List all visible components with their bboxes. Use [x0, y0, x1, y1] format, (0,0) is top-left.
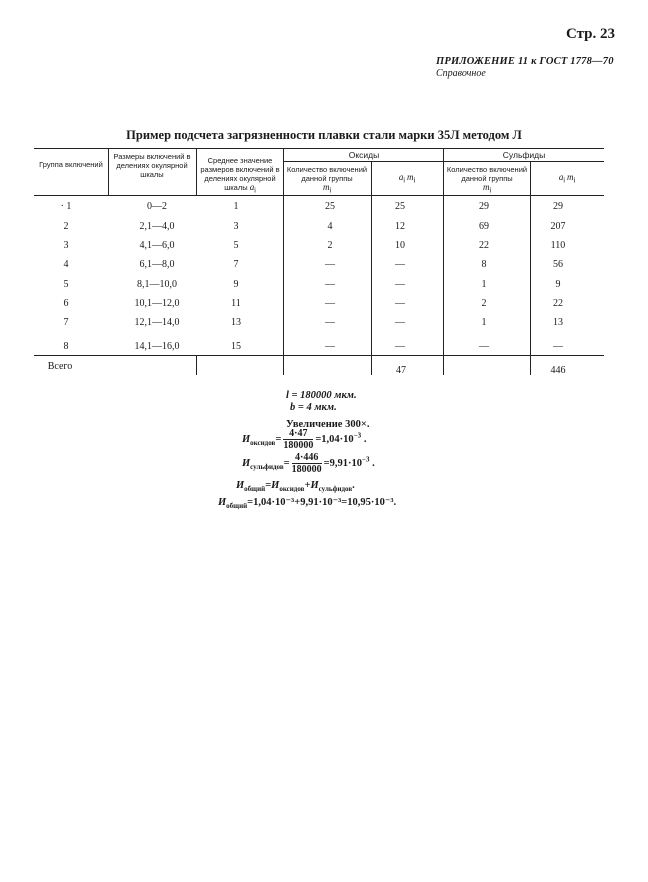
header-su-count: Количество включений данной группы $m_i$	[446, 165, 528, 195]
header-oxides: Оксиды	[348, 150, 380, 160]
cell-range: 2,1—4,0	[139, 221, 175, 232]
cell-group: 7	[63, 317, 69, 328]
cell-range: 12,1—14,0	[134, 317, 180, 328]
cell-group: 4	[63, 259, 69, 270]
cell-su-count: 69	[479, 221, 489, 232]
cell-su-prod: 110	[550, 240, 566, 251]
cell-ox-prod: 25	[395, 201, 405, 212]
cell-mean: 5	[233, 240, 239, 251]
header-ox-count: Количество включений данной группы $m_i$	[286, 165, 368, 195]
cell-range: 6,1—8,0	[139, 259, 175, 270]
cell-su-count: 1	[481, 317, 487, 328]
cell-ox-prod: —	[395, 259, 405, 270]
header-mean-size: Среднее значение размеров включений в делениях окулярной шкалы $a_i$	[200, 156, 280, 195]
cell-mean: 11	[231, 298, 241, 309]
cell-su-prod: 13	[553, 317, 563, 328]
cell-su-prod: 207	[550, 221, 566, 232]
cell-group: 2	[63, 221, 69, 232]
reference-note: Справочное	[436, 68, 486, 79]
cell-mean: 9	[233, 279, 239, 290]
cell-ox-prod: 12	[395, 221, 405, 232]
table-title: Пример подсчета загрязненности плавки стали марки 35Л методом Л	[126, 128, 522, 142]
total-label: Всего	[47, 361, 73, 372]
cell-range: 8,1—10,0	[137, 279, 177, 290]
cell-mean: 3	[233, 221, 239, 232]
formula-total-value: $И_{общий}=1,04\cdot 10^{-3}+9,91\cdot 10^{-3}=10,95\cdot 10^{-3}$.	[218, 497, 397, 511]
total-top-rule	[34, 355, 604, 356]
total-sulfides: 446	[550, 365, 566, 376]
cell-su-count: 1	[481, 279, 487, 290]
cell-group: 8	[63, 341, 69, 352]
cell-range: 4,1—6,0	[139, 240, 175, 251]
col-divider	[196, 148, 197, 195]
header-size-range: Размеры включений в делениях окулярной шкалы	[113, 152, 191, 179]
header-sulfides: Сульфиды	[502, 150, 546, 160]
header-su-product: $a_i$ $m_i$	[558, 172, 576, 185]
cell-su-count: 22	[479, 240, 489, 251]
cell-su-count: 29	[479, 201, 489, 212]
formula-oxides: $И_{оксидов}=$ $\frac{4\cdot 47}{180000}$ $=1,04\cdot 10^{-3}$ .	[242, 428, 367, 451]
header-ox-product: $a_i$ $m_i$	[398, 172, 416, 185]
cell-mean: 1	[233, 201, 239, 212]
cell-ox-count: 2	[327, 240, 333, 251]
cell-group: 6	[63, 298, 69, 309]
cell-mean: 15	[231, 341, 241, 352]
total-oxides: 47	[396, 365, 406, 376]
cell-su-count: 2	[481, 298, 487, 309]
formula-l: l = 180000 мкм.	[286, 390, 357, 401]
cell-group: 5	[63, 279, 69, 290]
cell-range: 0—2	[147, 201, 167, 212]
cell-ox-prod: —	[395, 279, 405, 290]
col-divider	[196, 355, 197, 375]
cell-ox-count: —	[325, 298, 335, 309]
col-divider	[443, 148, 444, 375]
header-group: Группа включений	[39, 160, 103, 169]
cell-ox-count: —	[325, 317, 335, 328]
cell-group: · 1	[60, 201, 72, 212]
cell-su-prod: 22	[553, 298, 563, 309]
cell-ox-prod: —	[395, 341, 405, 352]
cell-su-prod: 9	[555, 279, 561, 290]
formula-sulfides: $И_{сульфидов}=$ $\frac{4\cdot 446}{180000}$ $=9,91\cdot 10^{-3}$ .	[242, 452, 375, 475]
cell-group: 3	[63, 240, 69, 251]
cell-ox-count: 4	[327, 221, 333, 232]
cell-ox-count: —	[325, 259, 335, 270]
cell-mean: 13	[231, 317, 241, 328]
cell-su-prod: 29	[553, 201, 563, 212]
cell-ox-prod: —	[395, 298, 405, 309]
appendix-label: ПРИЛОЖЕНИЕ 11 к ГОСТ 1778—70	[436, 56, 614, 67]
cell-ox-prod: —	[395, 317, 405, 328]
cell-su-prod: 56	[553, 259, 563, 270]
cell-ox-prod: 10	[395, 240, 405, 251]
cell-range: 14,1—16,0	[134, 341, 180, 352]
table-top-rule	[34, 148, 604, 149]
cell-ox-count: 25	[325, 201, 335, 212]
formula-b: b = 4 мкм.	[290, 402, 337, 413]
page-number: Стр. 23	[566, 26, 616, 42]
cell-su-count: 8	[481, 259, 487, 270]
cell-su-count: —	[479, 341, 489, 352]
cell-mean: 7	[233, 259, 239, 270]
col-divider	[283, 148, 284, 375]
cell-range: 10,1—12,0	[134, 298, 180, 309]
cell-su-prod: —	[553, 341, 563, 352]
formula-total: $И_{общий}=И_{оксидов}+И_{сульфидов}$.	[236, 480, 355, 494]
magnification: Увеличение 300×.	[286, 419, 370, 430]
cell-ox-count: —	[325, 279, 335, 290]
cell-ox-count: —	[325, 341, 335, 352]
col-divider	[108, 148, 109, 195]
